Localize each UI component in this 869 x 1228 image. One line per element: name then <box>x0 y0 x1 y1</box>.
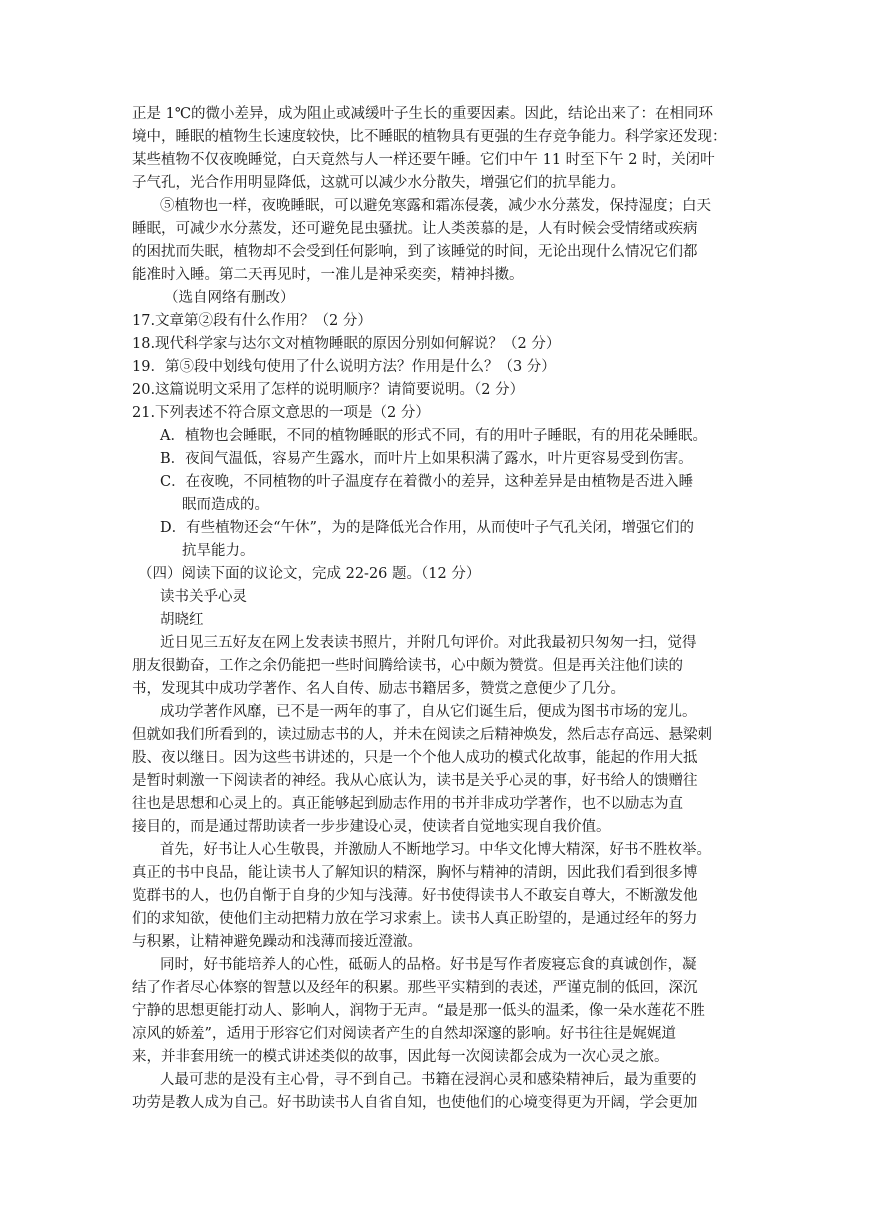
text-line: 能准时入睡。第二天再见时，一准儿是神采奕奕，精神抖擞。 <box>132 267 524 283</box>
question-17: 17.文章第②段有什么作用？（2 分） <box>132 313 372 329</box>
source-note: （选自网络有删改） <box>164 290 295 306</box>
text-line: 成功学著作风靡，已不是一两年的事了，自从它们诞生后，便成为图书市场的宠儿。 <box>160 704 697 720</box>
option-d-continued: 抗旱能力。 <box>182 543 255 559</box>
text-line: 近日见三五好友在网上发表读书照片，并附几句评价。对此我最初只匆匆一扫，觉得 <box>160 635 697 651</box>
text-line: 与积累，让精神避免躁动和浅薄而接近澄澈。 <box>132 934 422 950</box>
text-line: 但就如我们所看到的，读过励志书的人，并未在阅读之后精神焕发，然后志存高远、悬梁刺 <box>132 727 712 743</box>
text-line: 们的求知欲，使他们主动把精力放在学习求索上。读书人真正盼望的，是通过经年的努力 <box>132 911 698 927</box>
text-line: 正是 1℃的微小差异，成为阻止或减缓叶子生长的重要因素。因此，结论出来了：在相同环 <box>132 106 714 122</box>
text-line: 朋友很勤奋，工作之余仍能把一些时间腾给读书，心中颇为赞赏。但是再关注他们读的 <box>132 658 683 674</box>
question-18: 18.现代科学家与达尔文对植物睡眠的原因分别如何解说？（2 分） <box>132 336 561 352</box>
text-line: 凉风的娇羞”，适用于形容它们对阅读者产生的自然却深邃的影响。好书往往是娓娓道 <box>132 1026 676 1042</box>
text-line: 真正的书中良品，能让读书人了解知识的精深，胸怀与精神的清朗，因此我们看到很多博 <box>132 865 698 881</box>
article-title: 读书关乎心灵 <box>160 589 247 605</box>
text-line: 来，并非套用统一的模式讲述类似的故事，因此每一次阅读都会成为一次心灵之旅。 <box>132 1049 669 1065</box>
text-line: 境中，睡眠的植物生长速度较快，比不睡眠的植物具有更强的生存竞争能力。科学家还发现： <box>132 129 727 145</box>
text-line: 同时，好书能培养人的心性，砥砺人的品格。好书是写作者废寝忘食的真诚创作，凝 <box>160 957 697 973</box>
question-21: 21.下列表述不符合原文意思的一项是（2 分） <box>132 405 430 421</box>
text-line: 睡眠，可减少水分蒸发，还可避免昆虫骚扰。让人类羡慕的是，人有时候会受情绪或疾病 <box>132 221 698 237</box>
text-line: 首先，好书让人心生敬畏，并激励人不断地学习。中华文化博大精深，好书不胜枚举。 <box>160 842 711 858</box>
text-line: 接目的，而是通过帮助读者一步步建设心灵，使读者自觉地实现自我价值。 <box>132 819 611 835</box>
section-heading: （四）阅读下面的议论文，完成 22-26 题。（12 分） <box>138 566 481 582</box>
text-line: 书，发现其中成功学著作、名人自传、励志书籍居多，赞赏之意便少了几分。 <box>132 681 625 697</box>
option-c-continued: 眠而造成的。 <box>182 497 269 513</box>
text-line: 某些植物不仅夜晚睡觉，白天竟然与人一样还要午睡。它们中午 11 时至下午 2 时，关闭叶 <box>132 152 715 168</box>
option-c: C．在夜晚，不同植物的叶子温度存在着微小的差异，这种差异是由植物是否进入睡 <box>160 474 694 490</box>
text-line: 宁静的思想更能打动人、影响人，润物于无声。“最是那一低头的温柔，像一朵水莲花不胜 <box>132 1003 705 1019</box>
text-line: 股、夜以继日。因为这些书讲述的，只是一个个他人成功的模式化故事，能起的作用大抵 <box>132 750 698 766</box>
question-20: 20.这篇说明文采用了怎样的说明顺序？请简要说明。（2 分） <box>132 382 525 398</box>
option-a: A．植物也会睡眠，不同的植物睡眠的形式不同，有的用叶子睡眠，有的用花朵睡眠。 <box>160 428 707 444</box>
question-19: 19．第⑤段中划线句使用了什么说明方法？作用是什么？（3 分） <box>132 359 556 375</box>
text-line: 览群书的人，也仍自惭于自身的少知与浅薄。好书使得读书人不敢妄自尊大，不断激发他 <box>132 888 698 904</box>
text-line: ⑤植物也一样，夜晚睡眠，可以避免寒露和霜冻侵袭，减少水分蒸发，保持湿度；白天 <box>160 198 711 214</box>
text-line: 人最可悲的是没有主心骨，寻不到自己。书籍在浸润心灵和感染精神后，最为重要的 <box>160 1072 697 1088</box>
text-line: 结了作者尽心体察的智慧以及经年的积累。那些平实精到的表述，严谨克制的低回，深沉 <box>132 980 698 996</box>
option-d: D．有些植物还会“午休”，为的是降低光合作用，从而使叶子气孔关闭，增强它们的 <box>160 520 694 536</box>
option-b: B．夜间气温低，容易产生露水，而叶片上如果积满了露水，叶片更容易受到伤害。 <box>160 451 693 467</box>
article-author: 胡晓红 <box>160 612 204 628</box>
text-line: 是暂时刺激一下阅读者的神经。我从心底认为，读书是关乎心灵的事，好书给人的馈赠往 <box>132 773 698 789</box>
text-line: 往也是思想和心灵上的。真正能够起到励志作用的书并非成功学著作，也不以励志为直 <box>132 796 683 812</box>
text-line: 功劳是教人成为自己。好书助读书人自省自知，也使他们的心境变得更为开阔，学会更加 <box>132 1095 698 1111</box>
text-line: 的困扰而失眠，植物却不会受到任何影响，到了该睡觉的时间，无论出现什么情况它们都 <box>132 244 698 260</box>
text-line: 子气孔，光合作用明显降低，这就可以减少水分散失，增强它们的抗旱能力。 <box>132 175 625 191</box>
